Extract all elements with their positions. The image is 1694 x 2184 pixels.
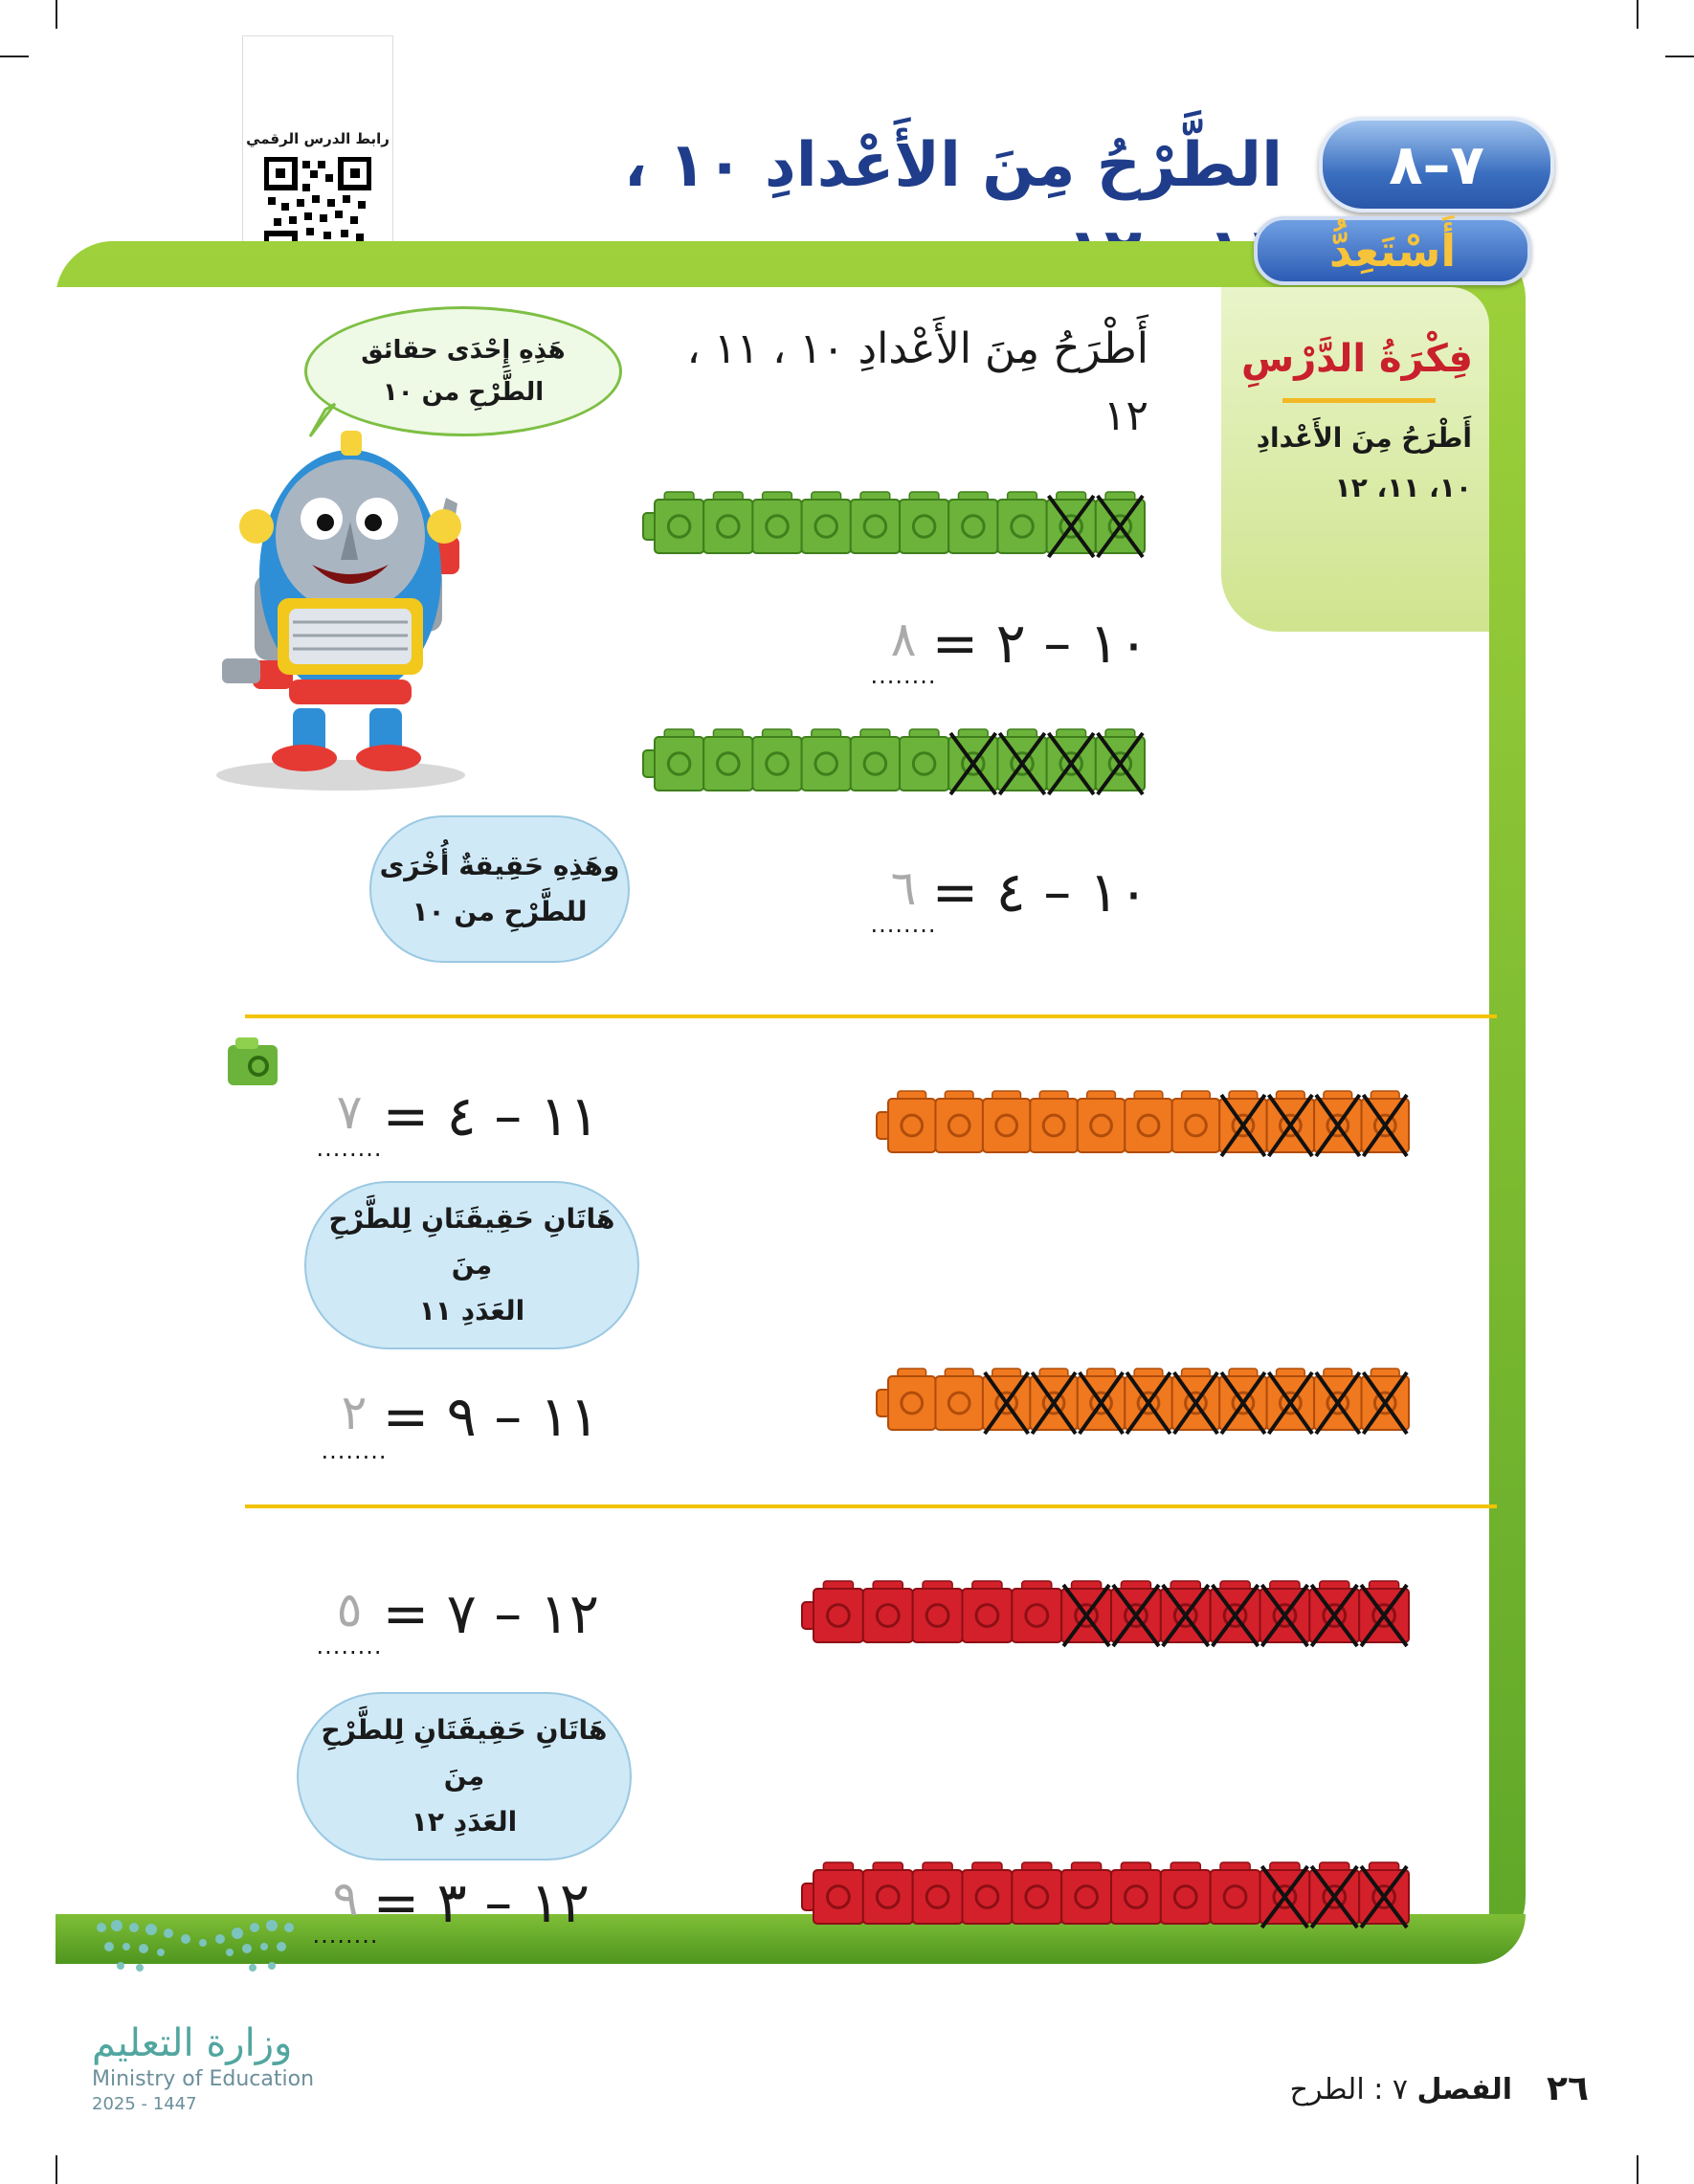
crop-mark	[56, 2155, 57, 2184]
hint-cloud	[297, 1692, 632, 1861]
cube-body	[983, 1099, 1030, 1152]
cube-body	[900, 737, 948, 791]
chapter-word: الفصل	[1416, 2073, 1512, 2106]
prepare-tab: أَسْتَعِدُّ	[1254, 216, 1531, 285]
lesson-idea-title: فِكْرَةُ الدَّرْسِ	[1241, 337, 1473, 381]
cube	[863, 1862, 913, 1924]
cube-body	[802, 500, 851, 553]
ministry-logo-icon	[92, 1914, 302, 2006]
cube	[703, 492, 752, 553]
cube	[814, 1581, 863, 1642]
cube	[752, 729, 801, 791]
cube-body	[752, 737, 801, 791]
cube-body	[655, 500, 703, 553]
cube-train	[641, 727, 1147, 800]
answer-dots: ........	[312, 1922, 379, 1949]
cube	[1061, 1862, 1111, 1924]
cube	[1172, 1091, 1219, 1152]
lesson-number-badge: ٧–٨	[1319, 117, 1554, 212]
cube	[948, 492, 997, 553]
cube-body	[1161, 1870, 1211, 1924]
section-divider	[245, 1014, 1497, 1018]
cloud-line: وهَذِهِ حَقِيقةٌ أُخْرَى	[379, 850, 620, 881]
chapter-text: ٧ : الطرح	[1289, 2073, 1408, 2106]
equation: ١٠ – ٢ =	[931, 611, 1148, 676]
cube-body	[935, 1099, 982, 1152]
cube	[1012, 1581, 1061, 1642]
answer-dots: ........	[321, 1437, 388, 1464]
cube	[851, 492, 900, 553]
hint-cloud	[304, 1181, 639, 1349]
speech-bubble	[304, 306, 622, 436]
cube	[851, 729, 900, 791]
cube-body	[863, 1870, 913, 1924]
cube	[1078, 1091, 1125, 1152]
cube	[935, 1369, 982, 1430]
lesson-idea-text	[1235, 413, 1472, 519]
cube	[1161, 1862, 1211, 1924]
edition-year: 2025 - 1447	[92, 2094, 197, 2114]
cube-body	[913, 1589, 963, 1642]
cube	[814, 1862, 863, 1924]
cube-body	[1211, 1870, 1260, 1924]
answer-dots: ........	[870, 911, 937, 938]
cube-body	[802, 737, 851, 791]
cube-body	[963, 1870, 1013, 1924]
cube-body	[703, 500, 752, 553]
cube-body	[863, 1589, 913, 1642]
cube-icon	[224, 1036, 285, 1089]
cube	[863, 1581, 913, 1642]
cube-body	[1012, 1589, 1061, 1642]
hint-cloud	[369, 815, 630, 963]
crop-mark	[1665, 56, 1694, 57]
crop-mark	[0, 56, 29, 57]
page-title: الطَّرْحُ مِنَ الأَعْدادِ ١٠ ،	[623, 130, 1282, 201]
cube	[963, 1581, 1013, 1642]
cube	[1111, 1862, 1161, 1924]
cube-train	[800, 1861, 1411, 1933]
lesson-idea-underline	[1282, 398, 1436, 403]
equation: ١١ – ٩ =	[382, 1384, 599, 1449]
answer-value[interactable]: ٦	[890, 860, 917, 916]
cube-body	[851, 737, 900, 791]
cube	[997, 492, 1046, 553]
answer-dots: ........	[316, 1633, 383, 1660]
crop-mark	[1637, 2155, 1638, 2184]
ministry-name-ar: وزارة التعليم	[92, 2021, 293, 2065]
answer-value[interactable]: ٨	[890, 612, 917, 667]
cube-body	[935, 1376, 982, 1430]
cube	[752, 492, 801, 553]
cube	[913, 1581, 963, 1642]
answer-value[interactable]: ٢	[341, 1385, 368, 1440]
cloud-line: للطَّرْحِ من ١٠	[412, 896, 588, 927]
cube-body	[851, 500, 900, 553]
cube	[913, 1862, 963, 1924]
cube	[655, 729, 703, 791]
answer-dots: ........	[316, 1135, 383, 1162]
cube-body	[888, 1376, 935, 1430]
answer-dots: ........	[870, 662, 937, 689]
lesson-idea-line: ١٠، ١١، ١٢	[1334, 472, 1472, 503]
cube-body	[1061, 1870, 1111, 1924]
cube	[1030, 1091, 1077, 1152]
speech-line: هَذِهِ إِحْدَى حقائق	[361, 336, 566, 365]
cube	[1211, 1862, 1260, 1924]
cube-body	[814, 1589, 863, 1642]
cube	[888, 1369, 935, 1430]
cube-train	[875, 1367, 1411, 1439]
cube-body	[997, 500, 1046, 553]
chapter-label	[1235, 2073, 1512, 2111]
cube-body	[888, 1099, 935, 1152]
cloud-line: العَدَدِ ١١	[418, 1295, 525, 1326]
equation: ١٢ – ٣ =	[372, 1870, 590, 1935]
cube	[900, 729, 948, 791]
lesson-idea-line: أَطْرَحُ مِنَ الأَعْدادِ	[1256, 422, 1472, 454]
cube	[703, 729, 752, 791]
cube	[802, 492, 851, 553]
cube	[655, 492, 703, 553]
cube-body	[1030, 1099, 1077, 1152]
cube	[983, 1091, 1030, 1152]
answer-value[interactable]: ٥	[336, 1582, 363, 1638]
cube-body	[963, 1589, 1013, 1642]
equation: ١١ – ٤ =	[382, 1083, 599, 1148]
crop-mark	[1637, 0, 1638, 29]
cube	[963, 1862, 1013, 1924]
cube-body	[703, 737, 752, 791]
cube-body	[655, 737, 703, 791]
equation: ١٠ – ٤ =	[931, 859, 1148, 925]
answer-value[interactable]: ٧	[336, 1084, 363, 1140]
section-heading: أَطْرَحُ مِنَ الأَعْدادِ ١٠ ، ١١ ، ١٢	[686, 324, 1148, 440]
cube-body	[752, 500, 801, 553]
speech-line: الطَّرْحِ من ١٠	[382, 378, 545, 407]
cube-train	[875, 1089, 1411, 1162]
cube-body	[900, 500, 948, 553]
cube-body	[1125, 1099, 1171, 1152]
cube-body	[1111, 1870, 1161, 1924]
cube-body	[948, 500, 997, 553]
ministry-name-en: Ministry of Education	[92, 2067, 315, 2091]
cube-train	[800, 1579, 1411, 1652]
section-divider	[245, 1504, 1497, 1508]
cube-body	[1172, 1099, 1219, 1152]
cube	[1125, 1091, 1171, 1152]
cube-body	[1012, 1870, 1061, 1924]
cloud-line: هَاتَانِ حَقِيقَتَانِ لِلطَّرْحِ مِنَ	[321, 1714, 608, 1792]
cube	[935, 1091, 982, 1152]
cube-body	[814, 1870, 863, 1924]
qr-label: رابط الدرس الرقمي	[246, 130, 390, 147]
equation: ١٢ – ٧ =	[382, 1581, 599, 1646]
cube-body	[1078, 1099, 1125, 1152]
cloud-line: العَدَدِ ١٢	[411, 1806, 518, 1838]
cloud-line: هَاتَانِ حَقِيقَتَانِ لِلطَّرْحِ مِنَ	[328, 1203, 615, 1281]
cube	[900, 492, 948, 553]
crop-mark	[56, 0, 57, 29]
cube-train	[641, 490, 1147, 563]
answer-value[interactable]: ٩	[332, 1871, 359, 1927]
robot-mascot-icon	[197, 431, 542, 794]
cube-body	[913, 1870, 963, 1924]
cube	[888, 1091, 935, 1152]
cube	[1012, 1862, 1061, 1924]
cube	[802, 729, 851, 791]
page-number: ٢٦	[1547, 2069, 1589, 2108]
